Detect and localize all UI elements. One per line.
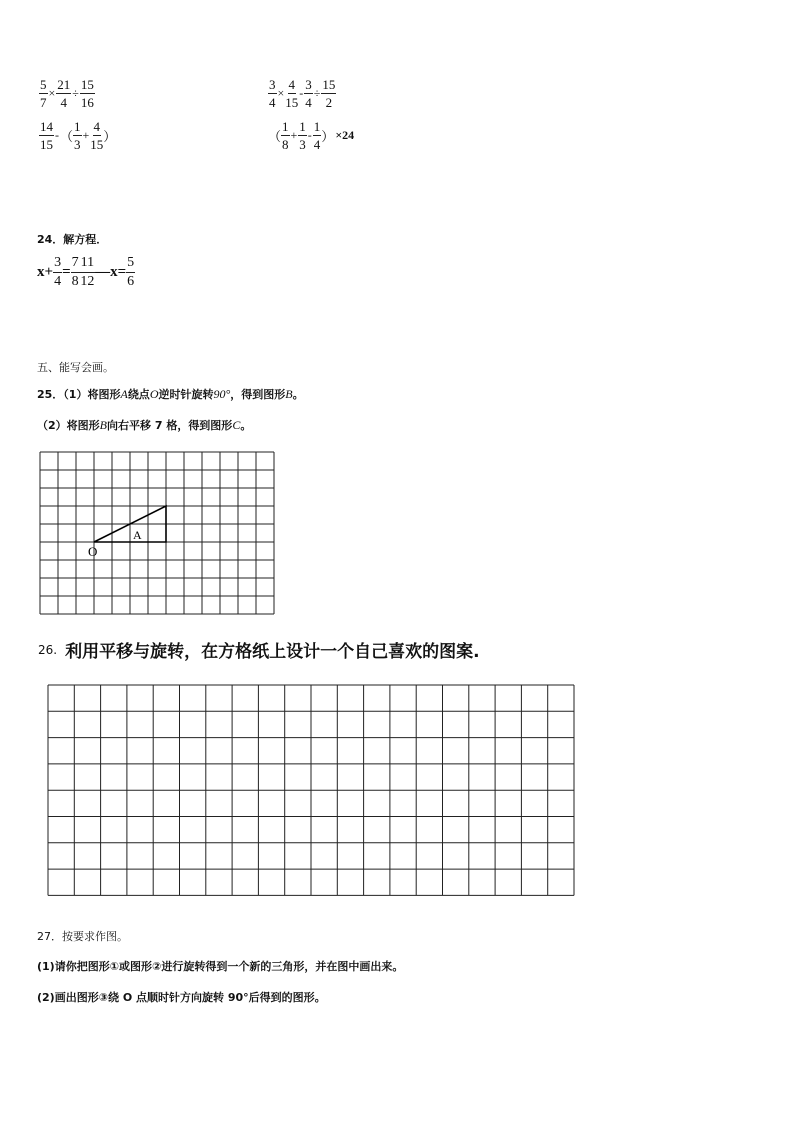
fraction: $\frac{11}{12}$ xyxy=(80,255,95,289)
q24-equation: x + $\frac{3}{4}$ = $\frac{7}{8}$ $\frac{11}{12}$ — x = $\frac{5}{6}$ xyxy=(37,255,135,289)
q27-title: 27．按要求作图。 xyxy=(37,930,128,943)
q24-title: 24．解方程． xyxy=(37,233,108,246)
calc-expression-2: $\frac{3}{4}$ × $\frac{4}{15}$ - $\frac{3}{4}$ ÷ $\frac{15}{2}$ xyxy=(269,77,336,110)
label-o: O xyxy=(88,544,98,559)
fraction: $\frac{1}{8}$ xyxy=(282,119,289,152)
fraction: $\frac{1}{4}$ xyxy=(313,119,321,152)
calc-expression-4: （ $\frac{1}{8}$ + $\frac{1}{3}$ - $\frac{1}{4}$ ） ×24 xyxy=(268,119,355,152)
fraction: $\frac{15}{16}$ xyxy=(80,77,94,110)
q25-line-1: 25．（1）将图形A绕点O逆时针旋转90°，得到图形B。 xyxy=(37,387,304,401)
q25-grid xyxy=(38,450,278,616)
fraction: $\frac{7}{8}$ xyxy=(71,255,79,289)
fraction: $\frac{1}{3}$ xyxy=(74,119,81,152)
q26-line: 26. 利用平移与旋转，在方格纸上设计一个自己喜欢的图案. xyxy=(38,642,480,662)
q25-line-2: （2）将图形B向右平移 7 格，得到图形C。 xyxy=(37,418,252,432)
q27-line-1: (1)请你把图形①或图形②进行旋转得到一个新的三角形，并在图中画出来。 xyxy=(37,960,404,973)
fraction: $\frac{4}{15}$ xyxy=(90,119,104,152)
calc-expression-3: $\frac{14}{15}$ - （ $\frac{1}{3}$ + $\frac{4}{15}$ ） xyxy=(40,119,117,152)
fraction: $\frac{3}{4}$ xyxy=(269,77,276,110)
fraction: $\frac{5}{7}$ xyxy=(40,77,47,110)
fraction: $\frac{21}{4}$ xyxy=(57,77,71,110)
q27-line-2: (2)画出图形③绕 O 点顺时针方向旋转 90°后得到的图形。 xyxy=(37,991,326,1004)
label-a: A xyxy=(133,528,142,542)
fraction: $\frac{5}{6}$ xyxy=(127,255,135,289)
fraction: $\frac{1}{3}$ xyxy=(299,119,306,152)
fraction: $\frac{4}{15}$ xyxy=(285,77,299,110)
section-5-title: 五、能写会画。 xyxy=(37,361,114,374)
fraction: $\frac{3}{4}$ xyxy=(54,255,62,289)
fraction: $\frac{15}{2}$ xyxy=(322,77,336,110)
calc-expression-1: $\frac{5}{7}$ × $\frac{21}{4}$ ÷ $\frac{15}{16}$ xyxy=(40,77,94,110)
q26-grid xyxy=(47,684,581,900)
fraction: $\frac{3}{4}$ xyxy=(305,77,312,110)
fraction: $\frac{14}{15}$ xyxy=(40,119,53,152)
